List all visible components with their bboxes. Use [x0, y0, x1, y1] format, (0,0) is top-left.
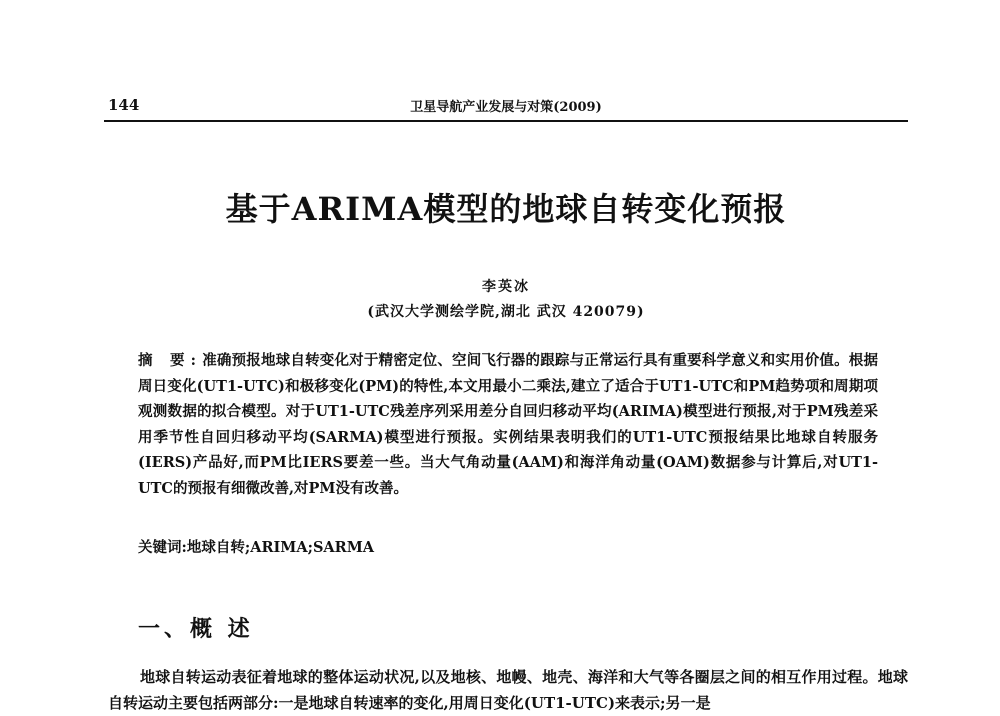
abstract-label: 摘 要: [138, 352, 202, 369]
page-number: 144 [108, 96, 140, 114]
running-header [104, 94, 908, 118]
section-heading: 一、概 述 [138, 616, 254, 642]
keywords-text: 地球自转;ARIMA;SARMA [186, 539, 375, 556]
abstract-text: 准确预报地球自转变化对于精密定位、空间飞行器的跟踪与正常运行具有重要科学意义和实用价值。根据周日变化(UT1-UTC)和极移变化(PM)的特性,本文用最小二乘法,建立了适合于UT1-UTC和PM趋势项和周期项观测数据的拟合模型。对于UT1-UTC残差序列采用差分自回归移动平均(ARIMA)模型进行预报,对于PM残差采用季节性自回归移动平均(SARMA)模型进行预报。实例结果表明我们的UT1-UTC预报结果比地球自转服务(IERS)产品好,而PM比IERS要差一些。当大气角动量(AAM)和海洋角动量(OAM)数据参与计算后,对UT1-UTC的预报有细微改善,对PM没有改善。 [138, 352, 879, 497]
author-name: 李英冰 [482, 279, 530, 295]
abstract [138, 348, 878, 501]
paper-title: 基于ARIMA模型的地球自转变化预报 [225, 190, 787, 228]
author-affiliation: (武汉大学测绘学院,湖北 武汉 420079) [367, 304, 645, 320]
keywords [138, 536, 878, 557]
section-body-text: 地球自转运动表征着地球的整体运动状况,以及地核、地幔、地壳、海洋和大气等各圈层之间的相互作用过程。地球自转运动主要包括两部分:一是地球自转速率的变化,用周日变化(UT1-UTC)来表示;另一是 [108, 668, 908, 712]
keywords-label: 关键词: [138, 539, 187, 556]
header-rule [104, 120, 908, 122]
running-title: 卫星导航产业发展与对策(2009) [410, 100, 602, 115]
